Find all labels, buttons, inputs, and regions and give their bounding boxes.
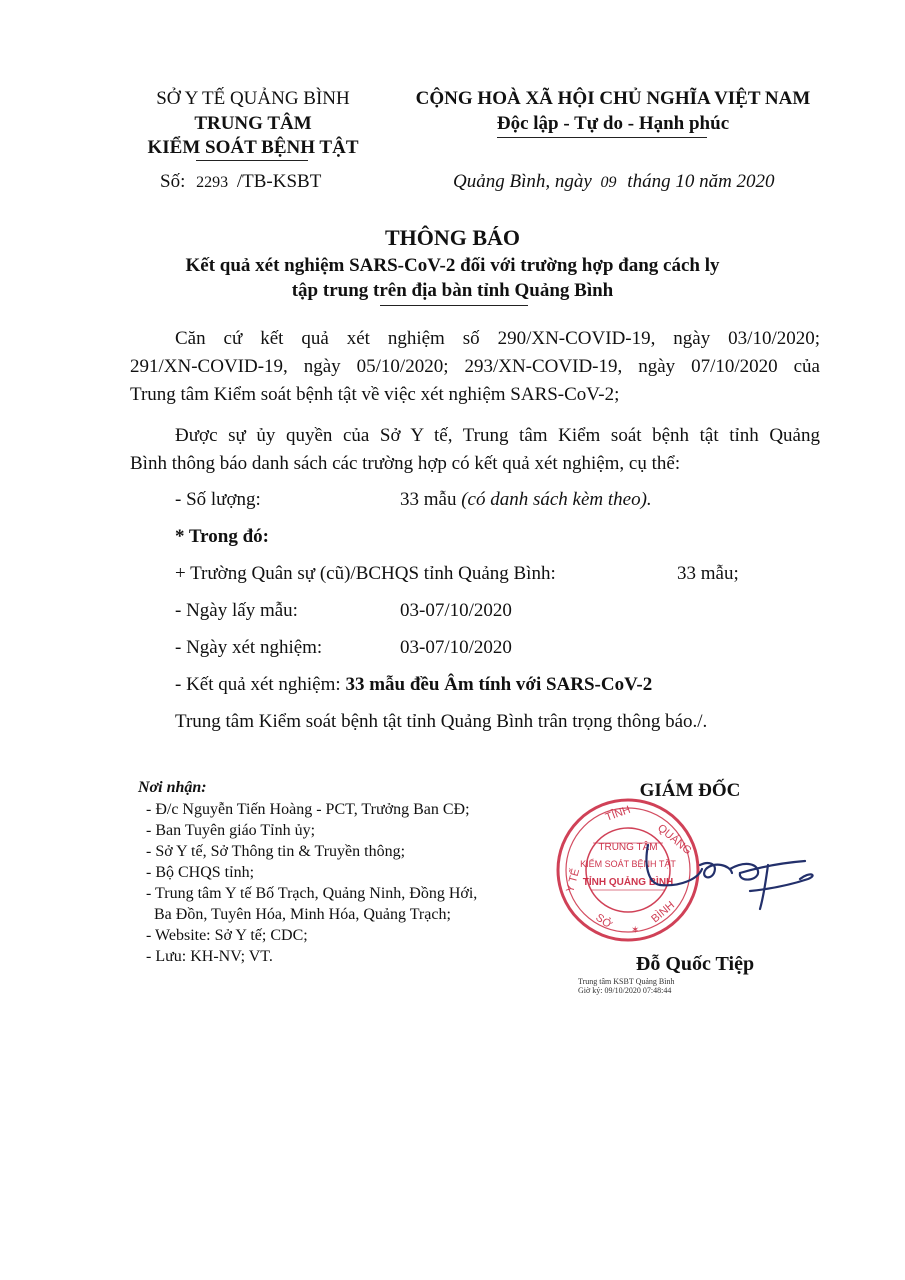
date-day: 09 [600, 174, 617, 191]
national-motto: Độc lập - Tự do - Hạnh phúc [496, 113, 730, 134]
test-date-value: 03-07/10/2020 [400, 637, 512, 658]
result-row [175, 673, 652, 697]
handwritten-signature [640, 835, 830, 915]
number-prefix: Số: [160, 171, 186, 192]
quantity-value: 33 mẫu [400, 489, 457, 510]
breakdown-item-value: 33 mẫu; [677, 563, 739, 584]
result-label: - Kết quả xét nghiệm: [175, 674, 341, 695]
recipient-item: - Lưu: KH-NV; VT. [146, 948, 273, 965]
svg-text:✶: ✶ [631, 925, 640, 936]
quantity-row [400, 488, 652, 512]
recipient-item: - Bộ CHQS tỉnh; [146, 864, 255, 881]
nation-title: CỘNG HOÀ XÃ HỘI CHỦ NGHĨA VIỆT NAM [415, 88, 811, 109]
svg-text:QUẢNG: QUẢNG [655, 822, 694, 858]
document-subtitle-line1: Kết quả xét nghiệm SARS-CoV-2 đối với trường hợp đang cách ly [185, 255, 720, 276]
document-number [160, 171, 321, 193]
agency-name: SỞ Y TẾ QUẢNG BÌNH [156, 88, 350, 109]
closing-sentence: Trung tâm Kiểm soát bệnh tật tỉnh Quảng Bình trân trọng thông báo./. [175, 711, 708, 732]
date-suffix: tháng 10 năm 2020 [627, 171, 775, 192]
place-date [453, 171, 775, 193]
svg-text:TRUNG TÂM: TRUNG TÂM [598, 842, 658, 853]
number-suffix: /TB-KSBT [236, 171, 322, 192]
sample-date-value: 03-07/10/2020 [400, 600, 512, 621]
motto-underline [497, 137, 707, 138]
svg-text:SỞ: SỞ [593, 911, 614, 932]
left-header-underline [196, 160, 308, 161]
recipients-heading: Nơi nhận: [138, 779, 207, 796]
svg-text:TỈNH: TỈNH [603, 803, 633, 824]
svg-text:Y TẾ: Y TẾ [564, 867, 583, 894]
svg-text:KIỂM SOÁT BỆNH TẬT: KIỂM SOÁT BỆNH TẬT [580, 859, 676, 869]
signer-name: Đỗ Quốc Tiệp [635, 953, 755, 975]
document-title: THÔNG BÁO [384, 225, 521, 250]
test-date-label: - Ngày xét nghiệm: [175, 637, 323, 658]
recipient-item: - Trung tâm Y tế Bố Trạch, Quảng Ninh, Đồng Hới, [146, 885, 478, 902]
unit-name-line1: TRUNG TÂM [194, 113, 312, 134]
svg-text:TỈNH QUẢNG BÌNH: TỈNH QUẢNG BÌNH [582, 877, 674, 888]
para2-line1: Được sự ủy quyền của Sở Y tế, Trung tâm Kiểm soát bệnh tật tỉnh Quảng [175, 425, 820, 446]
recipient-item: Ba Đồn, Tuyên Hóa, Minh Hóa, Quảng Trạch; [146, 906, 451, 923]
number-value: 2293 [196, 174, 229, 191]
digital-signature-info [578, 977, 674, 995]
recipient-item: - Đ/c Nguyễn Tiến Hoàng - PCT, Trưởng Ban CĐ; [146, 801, 470, 818]
date-prefix: Quảng Bình, ngày [453, 171, 592, 192]
para2-line2: Bình thông báo danh sách các trường hợp có kết quả xét nghiệm, cụ thể: [130, 453, 681, 474]
recipient-item: - Website: Sở Y tế; CDC; [146, 927, 308, 944]
title-underline [380, 305, 528, 306]
signer-position: GIÁM ĐỐC [639, 780, 741, 801]
result-value: 33 mẫu đều Âm tính với SARS-CoV-2 [345, 674, 653, 695]
quantity-label: - Số lượng: [175, 489, 261, 510]
sample-date-label: - Ngày lấy mẫu: [175, 600, 298, 621]
digital-signature-line2: Giờ ký: 09/10/2020 07:48:44 [578, 986, 672, 995]
breakdown-heading: * Trong đó: [175, 526, 269, 547]
digital-signature-line1: Trung tâm KSBT Quảng Bình [578, 977, 675, 986]
para1-line1: Căn cứ kết quả xét nghiệm số 290/XN-COVID-19, ngày 03/10/2020; [175, 328, 820, 349]
recipient-item: - Ban Tuyên giáo Tỉnh ủy; [146, 822, 316, 839]
para1-line2: 291/XN-COVID-19, ngày 05/10/2020; 293/XN-COVID-19, ngày 07/10/2020 của [130, 356, 820, 377]
recipient-item: - Sở Y tế, Sở Thông tin & Truyền thông; [146, 843, 406, 860]
document-subtitle-line2: tập trung trên địa bàn tỉnh Quảng Bình [291, 280, 614, 301]
unit-name-line2: KIỂM SOÁT BỆNH TẬT [147, 137, 359, 158]
para1-line3: Trung tâm Kiểm soát bệnh tật về việc xét nghiệm SARS-CoV-2; [130, 384, 620, 405]
breakdown-item-label: + Trường Quân sự (cũ)/BCHQS tỉnh Quảng Bình: [175, 563, 556, 584]
quantity-note: (có danh sách kèm theo). [461, 489, 652, 510]
svg-text:BÌNH: BÌNH [649, 899, 678, 926]
